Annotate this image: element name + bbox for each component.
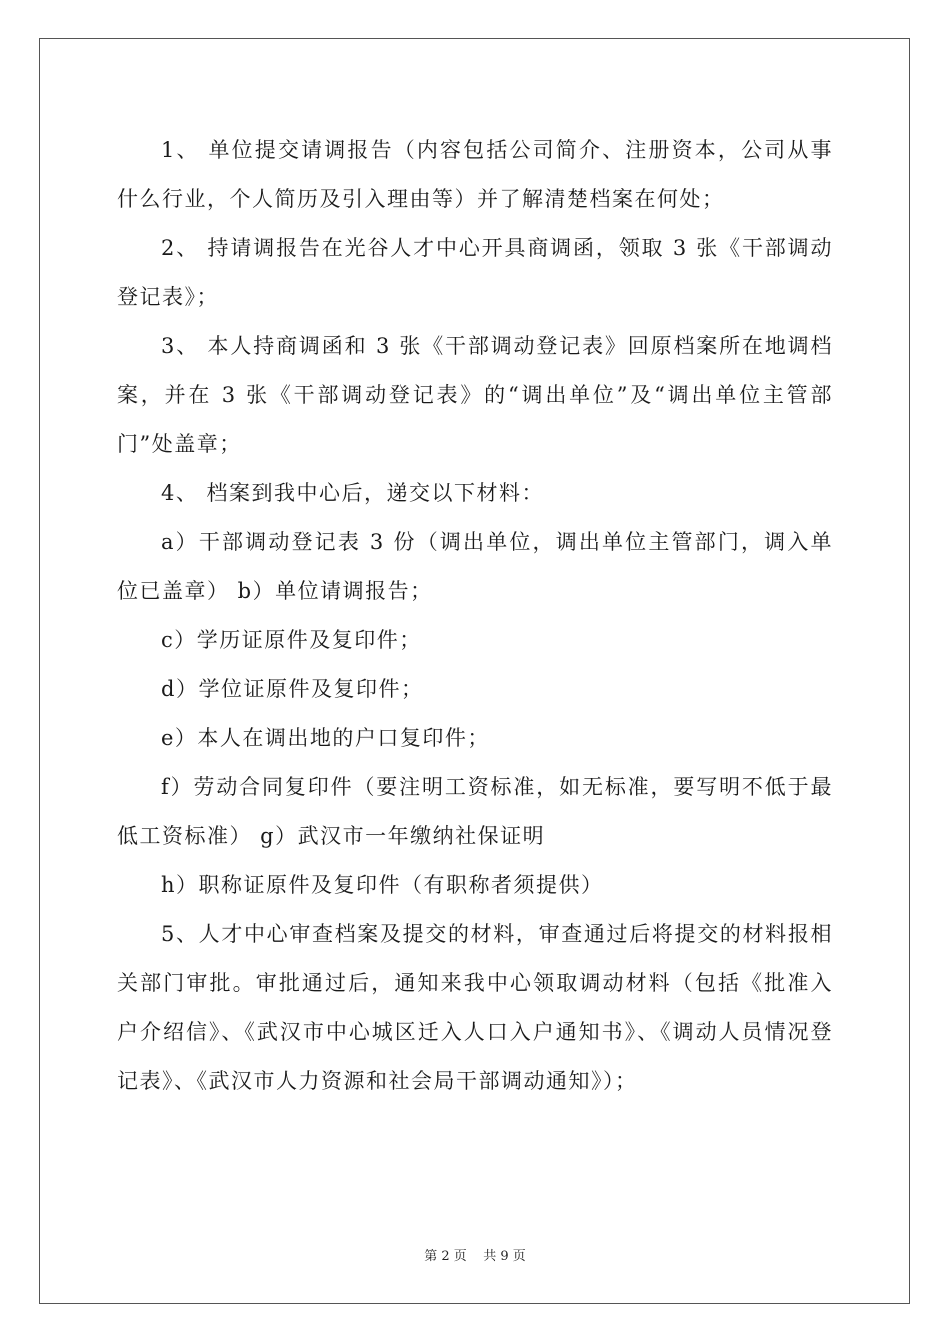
list-item-h: h）职称证原件及复印件（有职称者须提供） [161, 873, 604, 897]
list-item-c: c）学历证原件及复印件； [161, 628, 422, 652]
page-footer [0, 1248, 950, 1266]
list-item-a-b: a）干部调动登记表 3 份（调出单位，调出单位主管部门，调入单位已盖章） b）单位请调报告； [117, 530, 833, 603]
list-item-d: d）学位证原件及复印件； [161, 677, 424, 701]
paragraph-step-4: 4、 档案到我中心后，递交以下材料： [161, 481, 545, 505]
list-item-e: e）本人在调出地的户口复印件； [161, 726, 490, 750]
paragraph-step-3: 3、 本人持商调函和 3 张《干部调动登记表》回原档案所在地调档案，并在 3 张《干部调动登记表》的“调出单位”及“调出单位主管部门”处盖章； [117, 334, 833, 456]
list-item-f-g: f）劳动合同复印件（要注明工资标准，如无标准，要写明不低于最低工资标准） g）武汉市一年缴纳社保证明 [117, 775, 833, 848]
document-body [117, 126, 833, 1106]
paragraph-step-1: 1、 单位提交请调报告（内容包括公司简介、注册资本，公司从事什么行业，个人简历及引入理由等）并了解清楚档案在何处； [117, 138, 833, 211]
page-number-label: 第 2 页 共 9 页 [424, 1249, 526, 1264]
paragraph-step-2: 2、 持请调报告在光谷人才中心开具商调函，领取 3 张《干部调动登记表》； [117, 236, 833, 309]
paragraph-step-5: 5、人才中心审查档案及提交的材料，审查通过后将提交的材料报相关部门审批。审批通过后，通知来我中心领取调动材料（包括《批准入户介绍信》、《武汉市中心城区迁入人口入户通知书》、《调动人员情况登记表》、《武汉市人力资源和社会局干部调动通知》）； [117, 922, 833, 1093]
